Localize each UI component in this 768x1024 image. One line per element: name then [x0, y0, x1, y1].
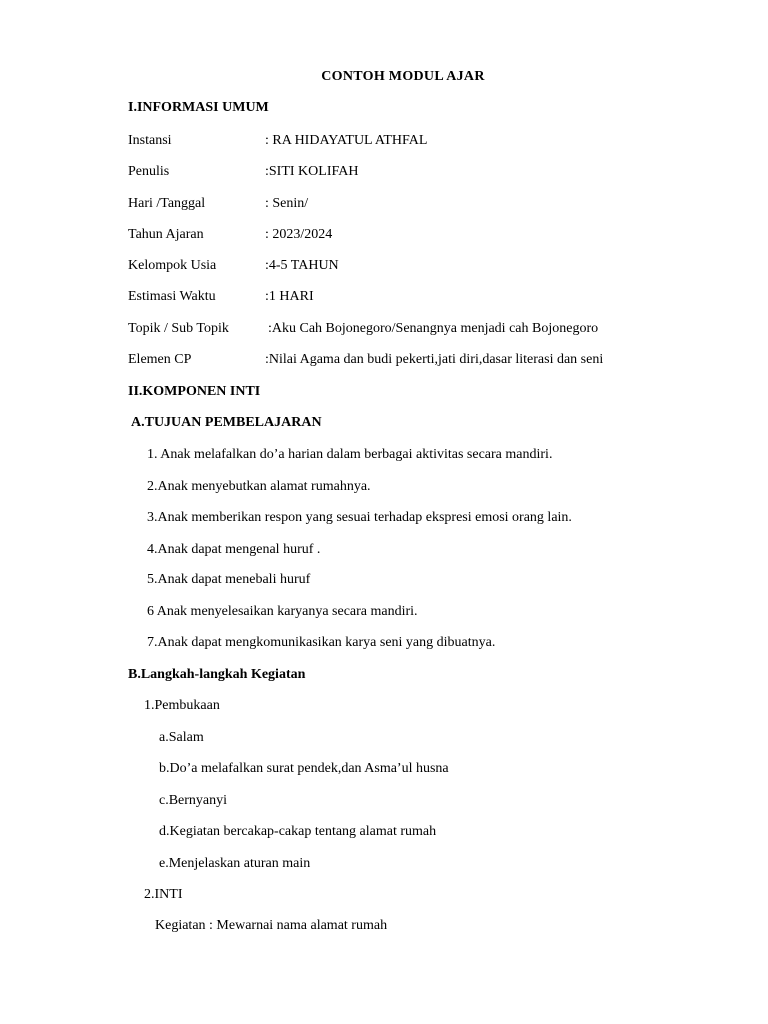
document-title: CONTOH MODUL AJAR	[321, 69, 485, 84]
info-label-kelompok-usia: Kelompok Usia	[128, 258, 217, 273]
info-value-estimasi-waktu: :1 HARI	[265, 289, 314, 304]
inti-kegiatan: Kegiatan : Mewarnai nama alamat rumah	[155, 918, 388, 933]
tujuan-item: 4.Anak dapat mengenal huruf .	[147, 542, 321, 557]
tujuan-item: 2.Anak menyebutkan alamat rumahnya.	[147, 479, 371, 494]
section-komponen-inti-heading: II.KOMPONEN INTI	[128, 384, 261, 399]
info-label-estimasi-waktu: Estimasi Waktu	[128, 289, 216, 304]
info-label-tahun-ajaran: Tahun Ajaran	[128, 227, 204, 242]
pembukaan-item: b.Do’a melafalkan surat pendek,dan Asma’ul husna	[159, 761, 449, 776]
pembukaan-item: a.Salam	[159, 730, 204, 745]
info-value-tahun-ajaran: : 2023/2024	[265, 227, 333, 242]
pembukaan-item: e.Menjelaskan aturan main	[159, 856, 311, 871]
info-label-topik: Topik / Sub Topik	[128, 321, 229, 336]
pembukaan-item: c.Bernyanyi	[159, 793, 228, 808]
info-label-penulis: Penulis	[128, 164, 170, 179]
tujuan-item: 1. Anak melafalkan do’a harian dalam berbagai aktivitas secara mandiri.	[147, 447, 553, 462]
info-label-instansi: Instansi	[128, 133, 172, 148]
info-value-kelompok-usia: :4-5 TAHUN	[265, 258, 339, 273]
section-informasi-umum-heading: I.INFORMASI UMUM	[128, 100, 269, 115]
info-label-elemen-cp: Elemen CP	[128, 352, 192, 367]
tujuan-item: 3.Anak memberikan respon yang sesuai terhadap ekspresi emosi orang lain.	[147, 510, 572, 525]
tujuan-item: 5.Anak dapat menebali huruf	[147, 572, 311, 587]
info-value-penulis: :SITI KOLIFAH	[265, 164, 359, 179]
pembukaan-item: d.Kegiatan bercakap-cakap tentang alamat rumah	[159, 824, 437, 839]
pembukaan-heading: 1.Pembukaan	[144, 698, 220, 713]
info-label-hari-tanggal: Hari /Tanggal	[128, 196, 206, 211]
info-value-elemen-cp: :Nilai Agama dan budi pekerti,jati diri,dasar literasi dan seni	[265, 352, 604, 367]
info-value-topik: :Aku Cah Bojonegoro/Senangnya menjadi cah Bojonegoro	[268, 321, 599, 336]
inti-heading: 2.INTI	[144, 887, 183, 902]
info-value-hari-tanggal: : Senin/	[265, 196, 309, 211]
tujuan-item: 6 Anak menyelesaikan karyanya secara mandiri.	[147, 604, 418, 619]
langkah-kegiatan-heading: B.Langkah-langkah Kegiatan	[128, 667, 306, 682]
info-value-instansi: : RA HIDAYATUL ATHFAL	[265, 133, 428, 148]
tujuan-pembelajaran-heading: A.TUJUAN PEMBELAJARAN	[131, 415, 322, 430]
tujuan-item: 7.Anak dapat mengkomunikasikan karya seni yang dibuatnya.	[147, 635, 496, 650]
